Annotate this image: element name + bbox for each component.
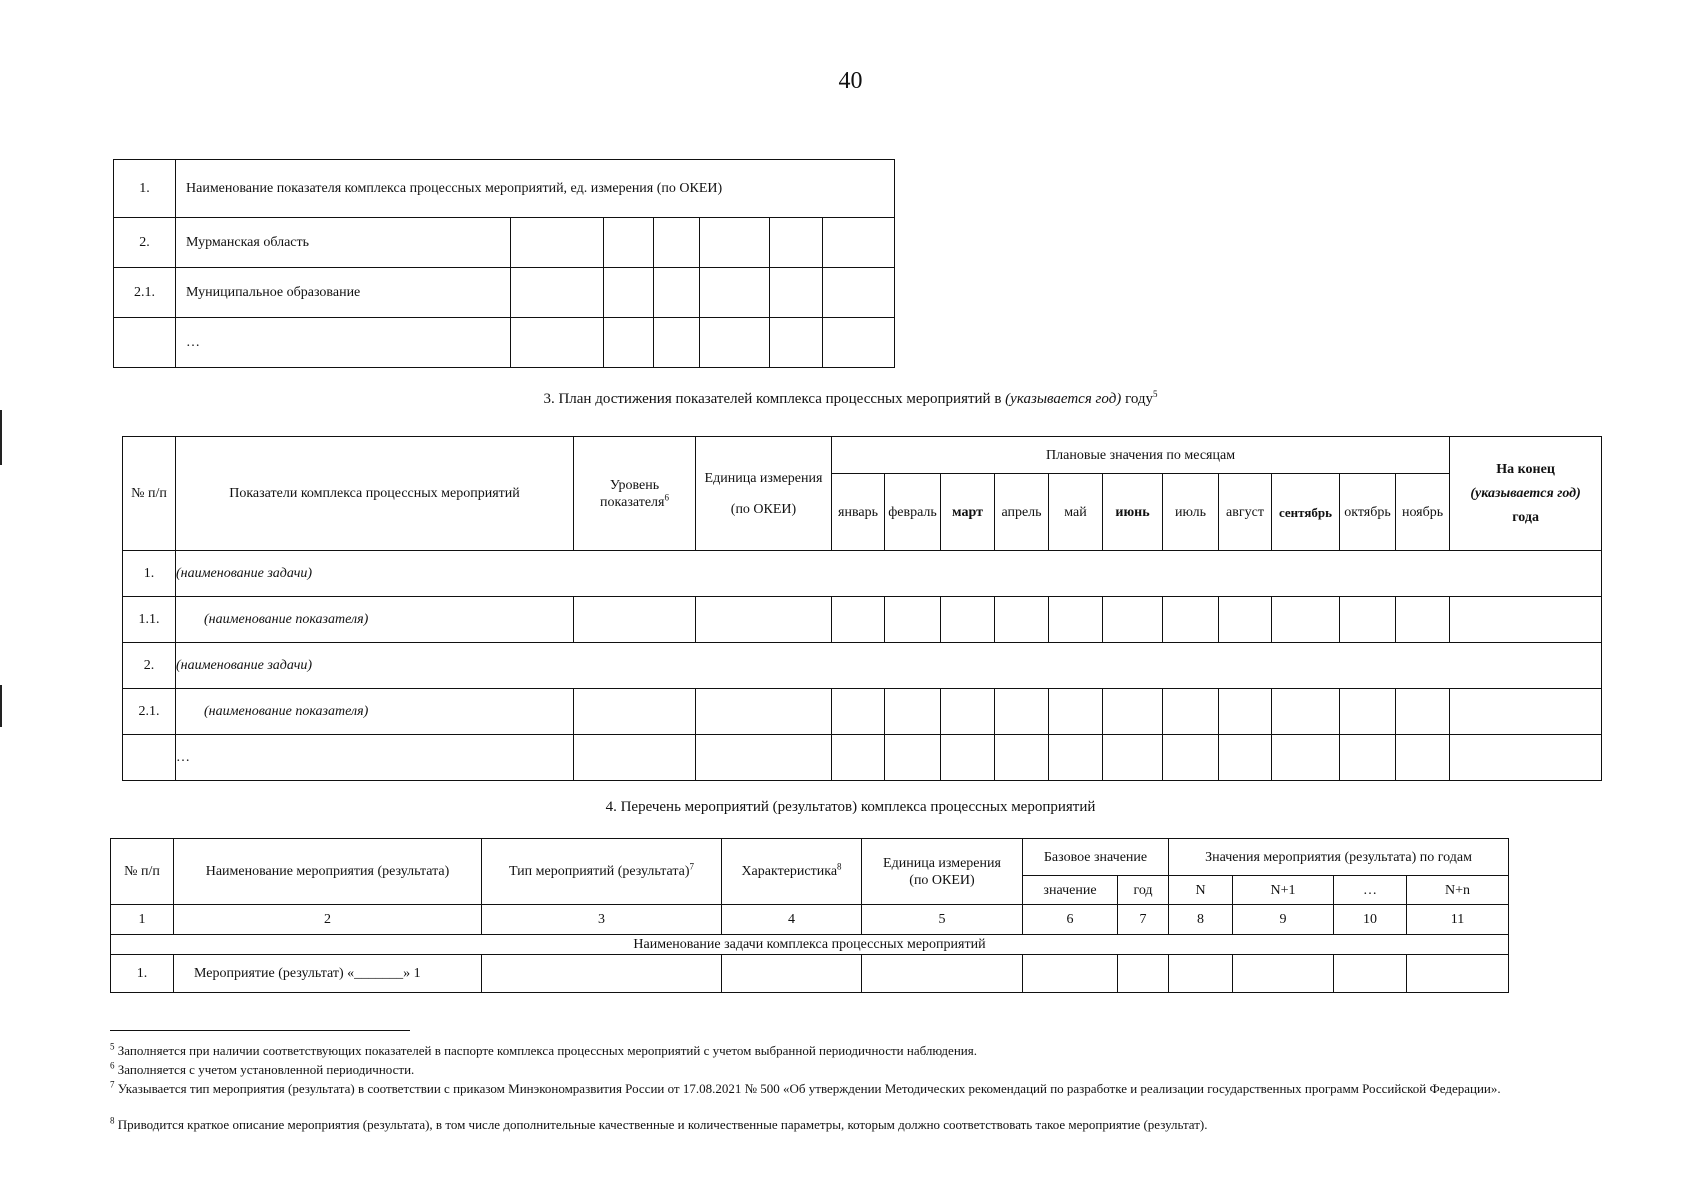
empty-cell: [1163, 689, 1219, 735]
empty-cell: [995, 597, 1049, 643]
empty-cell: [1396, 735, 1450, 781]
indicator-name: …: [176, 735, 574, 781]
activity-name: Мероприятие (результат) «_______» 1: [174, 955, 482, 993]
month-june: июнь: [1103, 474, 1163, 551]
header-row: [111, 839, 1509, 876]
empty-cell: [700, 318, 770, 368]
empty-cell: [770, 268, 823, 318]
footnote-number: 5: [110, 1041, 115, 1052]
column-number: 11: [1407, 905, 1509, 935]
section-3-caption: [0, 391, 1701, 408]
indicator-row: [123, 735, 1602, 781]
table-row: [114, 160, 895, 218]
empty-cell: [1407, 955, 1509, 993]
empty-cell: [722, 955, 862, 993]
empty-cell: [941, 735, 995, 781]
task-row: [123, 643, 1602, 689]
empty-cell: [1103, 597, 1163, 643]
empty-cell: [885, 735, 941, 781]
page-number: 40: [838, 68, 863, 94]
empty-cell: [770, 218, 823, 268]
empty-cell: [482, 955, 722, 993]
empty-cell: [1334, 955, 1407, 993]
empty-cell: [832, 735, 885, 781]
table-row: [114, 268, 895, 318]
empty-cell: [885, 689, 941, 735]
empty-cell: [1103, 735, 1163, 781]
empty-cell: [574, 689, 696, 735]
empty-cell: [995, 735, 1049, 781]
month-september: сентябрь: [1272, 474, 1340, 551]
column-header-years: Значения мероприятия (результата) по годам: [1169, 839, 1509, 876]
empty-cell: [1450, 735, 1602, 781]
month-october: октябрь: [1340, 474, 1396, 551]
footnote-ref: 5: [1153, 389, 1158, 399]
empty-cell: [1163, 735, 1219, 781]
footnote-ref: 6: [664, 491, 669, 502]
column-header-indicators: Показатели комплекса процессных мероприятий: [176, 437, 574, 551]
column-header-year-n: N: [1169, 876, 1233, 905]
column-header-unit: [696, 437, 832, 551]
activities-table: [110, 838, 1509, 993]
column-header-name: Наименование мероприятия (результата): [174, 839, 482, 905]
header-row: [123, 437, 1602, 474]
column-number: 7: [1118, 905, 1169, 935]
month-february: февраль: [885, 474, 941, 551]
month-january: январь: [832, 474, 885, 551]
column-header-num: № п/п: [123, 437, 176, 551]
empty-cell: [832, 597, 885, 643]
column-number: 9: [1233, 905, 1334, 935]
footnote-ref: 7: [689, 861, 695, 872]
empty-cell: [574, 735, 696, 781]
column-header-unit: Единица измерения (по ОКЕИ): [862, 839, 1023, 905]
month-july: июль: [1163, 474, 1219, 551]
row-label: Мурманская область: [176, 218, 511, 268]
empty-cell: [1450, 689, 1602, 735]
footnote-number: 8: [110, 1115, 115, 1126]
empty-cell: [1450, 597, 1602, 643]
empty-cell: [604, 268, 654, 318]
activity-row: [111, 955, 1509, 993]
footnote-number: 7: [110, 1079, 115, 1090]
table-row: [114, 218, 895, 268]
column-header-plan: Плановые значения по месяцам: [832, 437, 1450, 474]
column-header-base-year: год: [1118, 876, 1169, 905]
empty-cell: [604, 318, 654, 368]
row-number: 1.: [111, 955, 174, 993]
month-march: март: [941, 474, 995, 551]
indicator-row: [123, 689, 1602, 735]
scan-edge-mark: [0, 685, 2, 727]
column-header-year-n1: N+1: [1233, 876, 1334, 905]
empty-cell: [862, 955, 1023, 993]
footnote-text: Заполняется при наличии соответствующих показателей в паспорте комплекса процессных мероприятий с учетом выбранной периодичности наблюдения.: [114, 1043, 977, 1058]
row-number: 2.1.: [123, 689, 176, 735]
column-number: 5: [862, 905, 1023, 935]
task-name: (наименование задачи): [176, 551, 1602, 597]
column-number: 6: [1023, 905, 1118, 935]
type-label: Тип мероприятий (результата): [508, 864, 690, 879]
empty-cell: [696, 689, 832, 735]
empty-cell: [1023, 955, 1118, 993]
plan-table: [122, 436, 1602, 781]
empty-cell: [1272, 735, 1340, 781]
footnote-separator: [110, 1030, 410, 1031]
row-number: 2.: [114, 218, 176, 268]
end-year-label: (указывается год): [1470, 485, 1581, 501]
row-number: 2.1.: [114, 268, 176, 318]
empty-cell: [696, 735, 832, 781]
row-number: [114, 318, 176, 368]
column-header-year-nn: N+n: [1407, 876, 1509, 905]
empty-cell: [941, 597, 995, 643]
characteristic-label: Характеристика: [741, 864, 838, 879]
footnote-text: Приводится краткое описание мероприятия (результата), в том числе дополнительные качественные и количественные параметры, которым должно соответствовать такое мероприятие (результат).: [114, 1117, 1208, 1132]
unit-okei-label: (по ОКЕИ): [730, 501, 797, 517]
column-number: 4: [722, 905, 862, 935]
empty-cell: [604, 218, 654, 268]
unit-label: Единица измерения: [704, 470, 823, 486]
column-header-num: № п/п: [111, 839, 174, 905]
empty-cell: [1163, 597, 1219, 643]
month-august: август: [1219, 474, 1272, 551]
row-number: 1.: [123, 551, 176, 597]
empty-cell: [574, 597, 696, 643]
empty-cell: [1272, 689, 1340, 735]
empty-cell: [1340, 735, 1396, 781]
caption-text-end: году: [1121, 391, 1154, 407]
caption-italic: (указывается год): [1005, 391, 1122, 407]
empty-cell: [1396, 689, 1450, 735]
empty-cell: [1272, 597, 1340, 643]
empty-cell: [885, 597, 941, 643]
month-may: май: [1049, 474, 1103, 551]
indicator-row: [123, 597, 1602, 643]
empty-cell: [1118, 955, 1169, 993]
row-number: 1.1.: [123, 597, 176, 643]
empty-cell: [1233, 955, 1334, 993]
empty-cell: [770, 318, 823, 368]
empty-cell: [1169, 955, 1233, 993]
scan-edge-mark: [0, 410, 2, 465]
empty-cell: [1396, 597, 1450, 643]
column-header-end: [1450, 437, 1602, 551]
column-header-year-ellipsis: …: [1334, 876, 1407, 905]
footnote: [110, 1062, 1550, 1077]
column-header-base-value: значение: [1023, 876, 1118, 905]
column-header-base: Базовое значение: [1023, 839, 1169, 876]
column-header-characteristic: [722, 839, 862, 905]
indicator-name: (наименование показателя): [176, 597, 574, 643]
row-number: [123, 735, 176, 781]
empty-cell: [1103, 689, 1163, 735]
empty-cell: [696, 597, 832, 643]
footnote-text: Заполняется с учетом установленной периодичности.: [114, 1062, 415, 1077]
empty-cell: [1340, 597, 1396, 643]
column-number: 2: [174, 905, 482, 935]
task-name: Наименование задачи комплекса процессных мероприятий: [111, 935, 1509, 955]
month-november: ноябрь: [1396, 474, 1450, 551]
indicator-table: [113, 159, 895, 368]
empty-cell: [1219, 597, 1272, 643]
empty-cell: [1340, 689, 1396, 735]
section-4-caption: 4. Перечень мероприятий (результатов) комплекса процессных мероприятий: [605, 799, 1096, 815]
empty-cell: [1049, 689, 1103, 735]
end-year-suffix: года: [1512, 509, 1539, 525]
footnote: [110, 1117, 1550, 1132]
empty-cell: [654, 268, 700, 318]
empty-cell: [654, 218, 700, 268]
empty-cell: [700, 218, 770, 268]
column-number: 1: [111, 905, 174, 935]
empty-cell: [511, 218, 604, 268]
row-label: Муниципальное образование: [176, 268, 511, 318]
empty-cell: [823, 318, 895, 368]
row-number: 2.: [123, 643, 176, 689]
empty-cell: [941, 689, 995, 735]
indicator-name: (наименование показателя): [176, 689, 574, 735]
empty-cell: [1219, 735, 1272, 781]
column-number: 8: [1169, 905, 1233, 935]
empty-cell: [700, 268, 770, 318]
row-number: 1.: [114, 160, 176, 218]
task-row: [111, 935, 1509, 955]
empty-cell: [832, 689, 885, 735]
end-label: На конец: [1496, 461, 1555, 477]
row-label: …: [176, 318, 511, 368]
empty-cell: [995, 689, 1049, 735]
empty-cell: [1049, 735, 1103, 781]
column-number-row: [111, 905, 1509, 935]
footnote-ref: 8: [837, 861, 842, 872]
empty-cell: [511, 268, 604, 318]
column-number: 3: [482, 905, 722, 935]
task-name: (наименование задачи): [176, 643, 1602, 689]
footnote: [110, 1081, 1550, 1096]
task-row: [123, 551, 1602, 597]
empty-cell: [823, 218, 895, 268]
column-header-level: [574, 437, 696, 551]
level-label: Уровень показателя: [600, 477, 665, 510]
table-row: [114, 318, 895, 368]
empty-cell: [654, 318, 700, 368]
empty-cell: [511, 318, 604, 368]
footnote: [110, 1043, 1550, 1058]
row-label: Наименование показателя комплекса процессных мероприятий, ед. измерения (по ОКЕИ): [176, 160, 895, 218]
empty-cell: [823, 268, 895, 318]
empty-cell: [1219, 689, 1272, 735]
footnote-text: Указывается тип мероприятия (результата) в соответствии с приказом Минэкономразвития России от 17.08.2021 № 500 «Об утверждении Методических рекомендаций по разработке и реализации государственных программ Российской Федерации».: [114, 1081, 1501, 1096]
column-header-type: [482, 839, 722, 905]
month-april: апрель: [995, 474, 1049, 551]
caption-text: 3. План достижения показателей комплекса процессных мероприятий в: [543, 391, 1006, 407]
footnote-number: 6: [110, 1060, 115, 1071]
column-number: 10: [1334, 905, 1407, 935]
empty-cell: [1049, 597, 1103, 643]
